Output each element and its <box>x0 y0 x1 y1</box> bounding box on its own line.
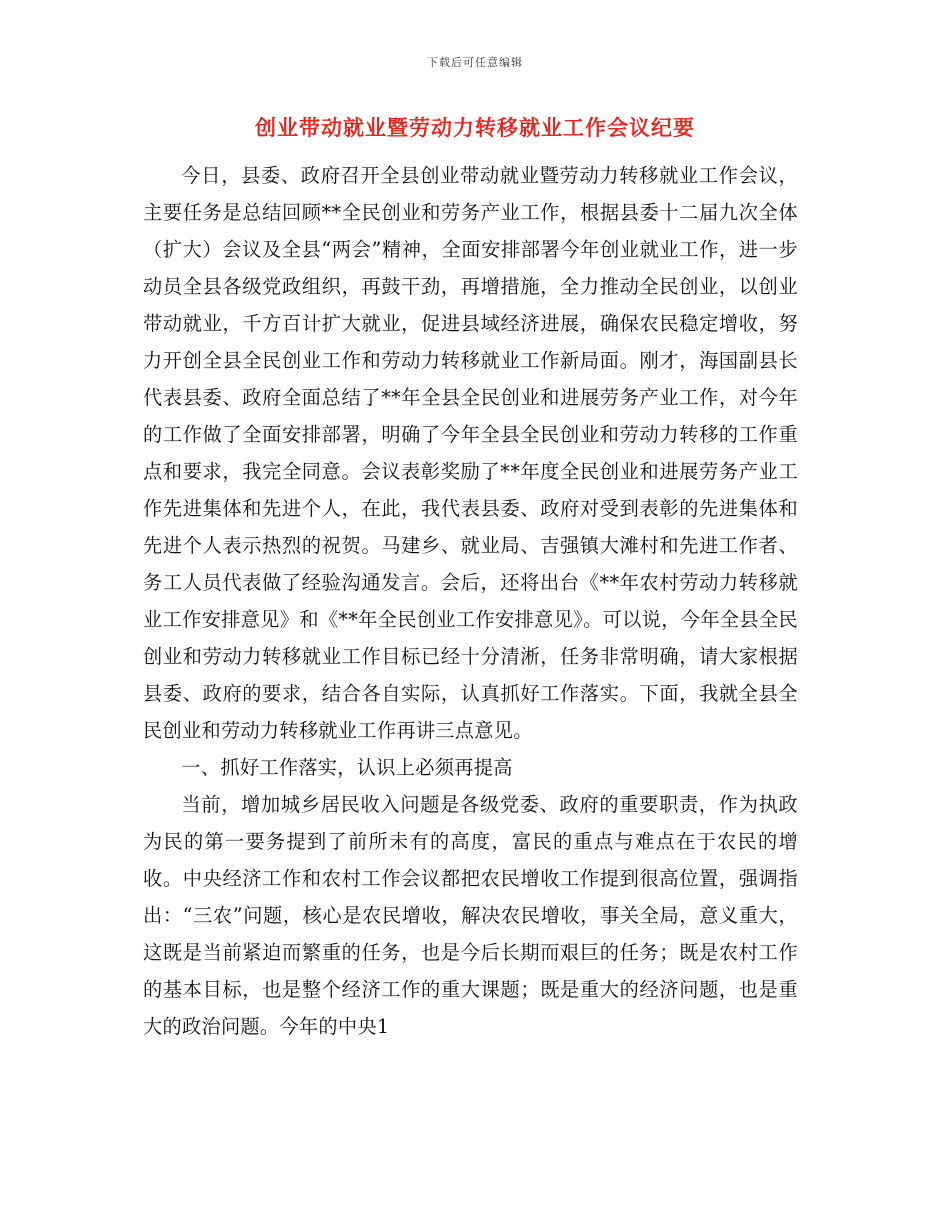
document-body <box>143 157 798 1045</box>
body-paragraph-section-1: 当前，增加城乡居民收入问题是各级党委、政府的重要职责，作为执政为民的第一要务提到了前所未有的高度，富民的重点与难点在于农民的增收。中央经济工作和农村工作会议都把农民增收工作提到很高位置，强调指出：“三农”问题，核心是农民增收，解决农民增收，事关全局，意义重大，这既是当前紧迫而繁重的任务，也是今后长期而艰巨的任务；既是农村工作的基本目标，也是整个经济工作的重大课题；既是重大的经济问题，也是重大的政治问题。今年的中央1 <box>143 793 798 1038</box>
document-title: 创业带动就业暨劳动力转移就业工作会议纪要 <box>255 115 695 140</box>
page-header-note: 下载后可任意编辑 <box>427 56 523 69</box>
body-paragraph-intro: 今日，县委、政府召开全县创业带动就业暨劳动力转移就业工作会议，主要任务是总结回顾**全民创业和劳务产业工作，根据县委十二届九次全体（扩大）会议及全县“两会”精神，全面安排部署今年创业就业工作，进一步动员全县各级党政组织，再鼓干劲，再增措施，全力推动全民创业，以创业带动就业，千方百计扩大就业，促进县域经济进展，确保农民稳定增收，努力开创全县全民创业工作和劳动力转移就业工作新局面。刚才，海国副县长代表县委、政府全面总结了**年全县全民创业和进展劳务产业工作，对今年的工作做了全面安排部署，明确了今年全县全民创业和劳动力转移的工作重点和要求，我完全同意。会议表彰奖励了**年度全民创业和进展劳务产业工作先进集体和先进个人，在此，我代表县委、政府对受到表彰的先进集体和先进个人表示热烈的祝贺。马建乡、就业局、吉强镇大滩村和先进工作者、务工人员代表做了经验沟通发言。会后，还将出台《**年农村劳动力转移就业工作安排意见》和《**年全民创业工作安排意见》。可以说，今年全县全民创业和劳动力转移就业工作目标已经十分清淅，任务非常明确，请大家根据县委、政府的要求，结合各自实际，认真抓好工作落实。下面，我就全县全民创业和劳动力转移就业工作再讲三点意见。 <box>143 164 798 742</box>
section-heading-1: 一、抓好工作落实，认识上必须再提高 <box>181 756 513 779</box>
